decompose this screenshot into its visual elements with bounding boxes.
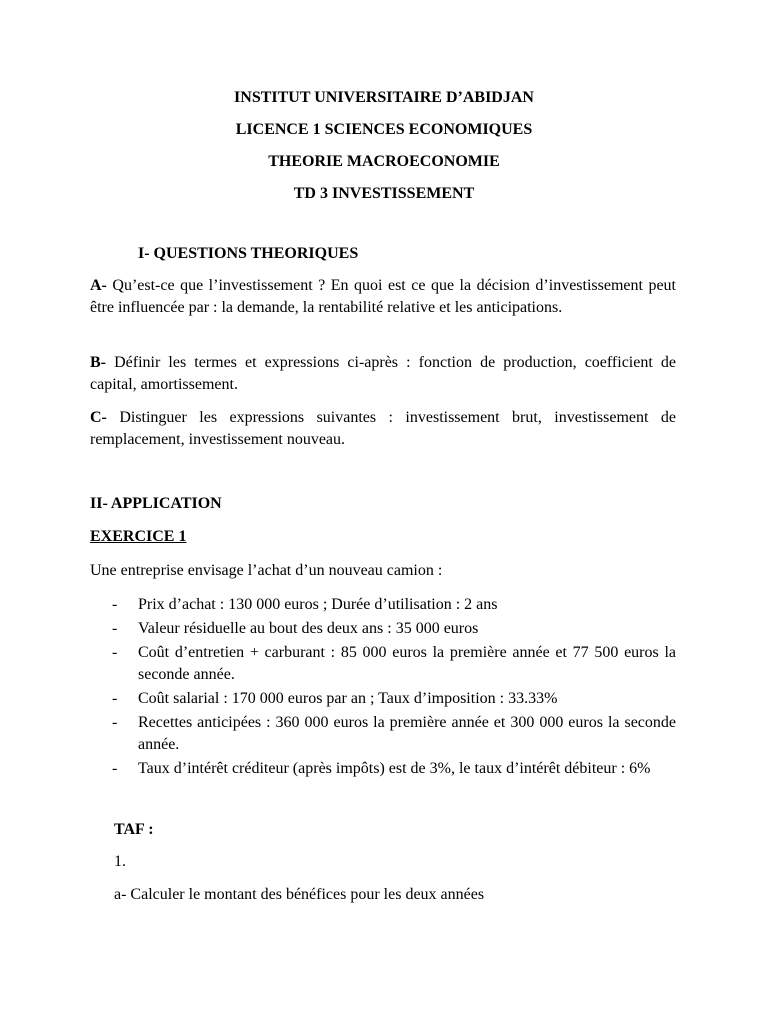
question-b (90, 352, 676, 396)
program-title: LICENCE 1 SCIENCES ECONOMIQUES (235, 121, 533, 138)
question-a-text: Qu’est-ce que l’investissement ? En quoi est ce que la décision d’investissement peut être influencée par : la demande, la rentabilité relative et les anticipations. (90, 277, 676, 316)
list-item: - Coût salarial : 170 000 euros par an ; Taux d’imposition : 33.33% (90, 688, 676, 710)
list-item: - Recettes anticipées : 360 000 euros la première année et 300 000 euros la seconde année. (112, 714, 676, 753)
question-1a: a- Calculer le montant des bénéfices pour les deux années (114, 886, 485, 903)
dash-marker: - (112, 714, 118, 731)
question-c-text: Distinguer les expressions suivantes : investissement brut, investissement de remplacement, investissement nouveau. (90, 409, 676, 448)
list-item: - Valeur résiduelle au bout des deux ans : 35 000 euros (90, 618, 676, 640)
section-1-title: I- QUESTIONS THEORIQUES (138, 245, 359, 262)
exercise-1-title: EXERCICE 1 (90, 528, 187, 545)
section-2-title: II- APPLICATION (90, 495, 222, 512)
question-b-text: Définir les termes et expressions ci-après : fonction de production, coefficient de capital, amortissement. (90, 354, 676, 393)
dash-marker: - (112, 690, 118, 707)
list-item: - Taux d’intérêt créditeur (après impôts) est de 3%, le taux d’intérêt débiteur : 6% (90, 758, 676, 780)
dash-marker: - (112, 644, 118, 661)
question-c-label: C- (90, 409, 107, 426)
dash-marker: - (112, 620, 118, 637)
exercise-intro: Une entreprise envisage l’achat d’un nouveau camion : (90, 562, 443, 579)
institution-title: INSTITUT UNIVERSITAIRE D’ABIDJAN (234, 89, 534, 106)
list-item: - Coût d’entretien + carburant : 85 000 euros la première année et 77 500 euros la seconde année. (112, 644, 676, 683)
list-item: - Prix d’achat : 130 000 euros ; Durée d’utilisation : 2 ans (90, 594, 676, 616)
question-b-label: B- (90, 354, 106, 371)
dash-marker: - (112, 596, 118, 613)
question-a (90, 275, 676, 319)
exercise-data-list (90, 594, 676, 780)
taf-label: TAF : (114, 821, 154, 838)
question-c (90, 407, 676, 451)
dash-marker: - (112, 760, 118, 777)
question-number-1: 1. (114, 853, 126, 870)
question-a-label: A- (90, 277, 107, 294)
td-title: TD 3 INVESTISSEMENT (293, 185, 475, 202)
course-title: THEORIE MACROECONOMIE (268, 153, 500, 170)
